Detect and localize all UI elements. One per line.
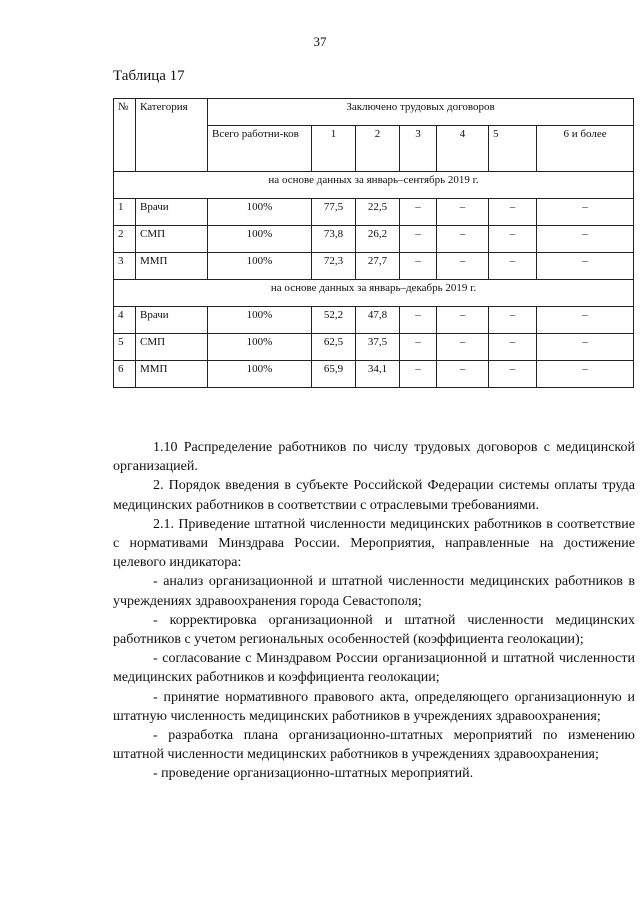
subheader-6-plus: 6 и более bbox=[537, 126, 634, 172]
table-cell: 72,3 bbox=[312, 253, 356, 280]
list-item: - разработка плана организационно-штатных мероприятий по изменению штатной численности медицинских работников в учреждениях здравоохранения; bbox=[113, 728, 635, 763]
table-section-row bbox=[114, 172, 634, 199]
table-cell: 4 bbox=[114, 307, 136, 334]
table-cell: 62,5 bbox=[312, 334, 356, 361]
table-cell: – bbox=[489, 226, 537, 253]
paragraph: 2.1. Приведение штатной численности медицинских работников в соответствие с нормативами Минздрава России. Мероприятия, направленные на достижение целевого индикатора: bbox=[113, 516, 635, 571]
header-category: Категория bbox=[136, 99, 208, 172]
table-row bbox=[114, 226, 634, 253]
table-cell: – bbox=[437, 253, 489, 280]
table-cell: 27,7 bbox=[356, 253, 400, 280]
table-cell: 26,2 bbox=[356, 226, 400, 253]
table-cell: СМП bbox=[136, 226, 208, 253]
table-cell: 6 bbox=[114, 361, 136, 388]
table-cell: 100% bbox=[208, 253, 312, 280]
table-cell: – bbox=[400, 307, 437, 334]
table-cell: 37,5 bbox=[356, 334, 400, 361]
subheader-4: 4 bbox=[437, 126, 489, 172]
table-cell: ММП bbox=[136, 253, 208, 280]
table-cell: – bbox=[437, 307, 489, 334]
table-cell: – bbox=[489, 307, 537, 334]
table-cell: 73,8 bbox=[312, 226, 356, 253]
table-cell: – bbox=[437, 334, 489, 361]
table-cell: – bbox=[537, 199, 634, 226]
table-row bbox=[114, 253, 634, 280]
table-cell: 100% bbox=[208, 334, 312, 361]
list-item: - принятие нормативного правового акта, определяющего организационную и штатную численность медицинских работников в учреждениях здравоохранения; bbox=[113, 689, 635, 724]
body-text bbox=[113, 438, 635, 784]
employment-contracts-table bbox=[113, 98, 634, 388]
section-title: на основе данных за январь–декабрь 2019 г. bbox=[114, 280, 634, 307]
table-cell: – bbox=[537, 334, 634, 361]
table-caption: Таблица 17 bbox=[113, 68, 185, 84]
paragraph: 1.10 Распределение работников по числу трудовых договоров с медицинской организацией. bbox=[113, 440, 635, 475]
table-cell: – bbox=[489, 199, 537, 226]
list-item: - анализ организационной и штатной численности медицинских работников в учреждениях здравоохранения города Севастополя; bbox=[113, 574, 635, 609]
table-cell: – bbox=[537, 253, 634, 280]
table-cell: – bbox=[400, 199, 437, 226]
table-cell: – bbox=[537, 226, 634, 253]
table-cell: 100% bbox=[208, 226, 312, 253]
table-cell: 100% bbox=[208, 307, 312, 334]
table-cell: 2 bbox=[114, 226, 136, 253]
page-number: 37 bbox=[313, 34, 327, 49]
table-cell: – bbox=[537, 361, 634, 388]
table-cell: – bbox=[437, 226, 489, 253]
table-cell: Врачи bbox=[136, 307, 208, 334]
table-cell: – bbox=[437, 361, 489, 388]
table-cell: ММП bbox=[136, 361, 208, 388]
subheader-2: 2 bbox=[356, 126, 400, 172]
table-cell: – bbox=[437, 199, 489, 226]
subheader-3: 3 bbox=[400, 126, 437, 172]
table-row bbox=[114, 334, 634, 361]
table-cell: СМП bbox=[136, 334, 208, 361]
table-cell: – bbox=[489, 334, 537, 361]
paragraph: 2. Порядок введения в субъекте Российской Федерации системы оплаты труда медицинских работников в соответствии с отраслевыми требованиями. bbox=[113, 478, 635, 513]
table-cell: – bbox=[400, 226, 437, 253]
subheader-total: Всего работни-ков bbox=[208, 126, 312, 172]
table-cell: 34,1 bbox=[356, 361, 400, 388]
table-cell: 47,8 bbox=[356, 307, 400, 334]
list-item: - корректировка организационной и штатной численности медицинских работников с учетом региональных особенностей (коэффициента геолокации); bbox=[113, 612, 635, 648]
table-cell: 1 bbox=[114, 199, 136, 226]
table-cell: 65,9 bbox=[312, 361, 356, 388]
table-cell: 22,5 bbox=[356, 199, 400, 226]
table-cell: 77,5 bbox=[312, 199, 356, 226]
table-cell: 100% bbox=[208, 361, 312, 388]
list-item: - согласование с Минздравом России организационной и штатной численности медицинских работников и коэффициента геолокации; bbox=[113, 651, 635, 686]
list-item: - проведение организационно-штатных мероприятий. bbox=[153, 766, 474, 782]
table-cell: – bbox=[489, 361, 537, 388]
table-cell: – bbox=[400, 361, 437, 388]
table-cell: – bbox=[489, 253, 537, 280]
subheader-1: 1 bbox=[312, 126, 356, 172]
table-row bbox=[114, 307, 634, 334]
table-cell: – bbox=[537, 307, 634, 334]
table-section-row bbox=[114, 280, 634, 307]
table-cell: Врачи bbox=[136, 199, 208, 226]
table-cell: 52,2 bbox=[312, 307, 356, 334]
table-cell: – bbox=[400, 253, 437, 280]
table-cell: – bbox=[400, 334, 437, 361]
subheader-5: 5 bbox=[489, 126, 537, 172]
table-cell: 5 bbox=[114, 334, 136, 361]
table-cell: 3 bbox=[114, 253, 136, 280]
section-title: на основе данных за январь–сентябрь 2019 г. bbox=[114, 172, 634, 199]
header-contracts-group: Заключено трудовых договоров bbox=[208, 99, 634, 126]
table-cell: 100% bbox=[208, 199, 312, 226]
header-no: № bbox=[114, 99, 136, 172]
table-row bbox=[114, 199, 634, 226]
table-row bbox=[114, 361, 634, 388]
